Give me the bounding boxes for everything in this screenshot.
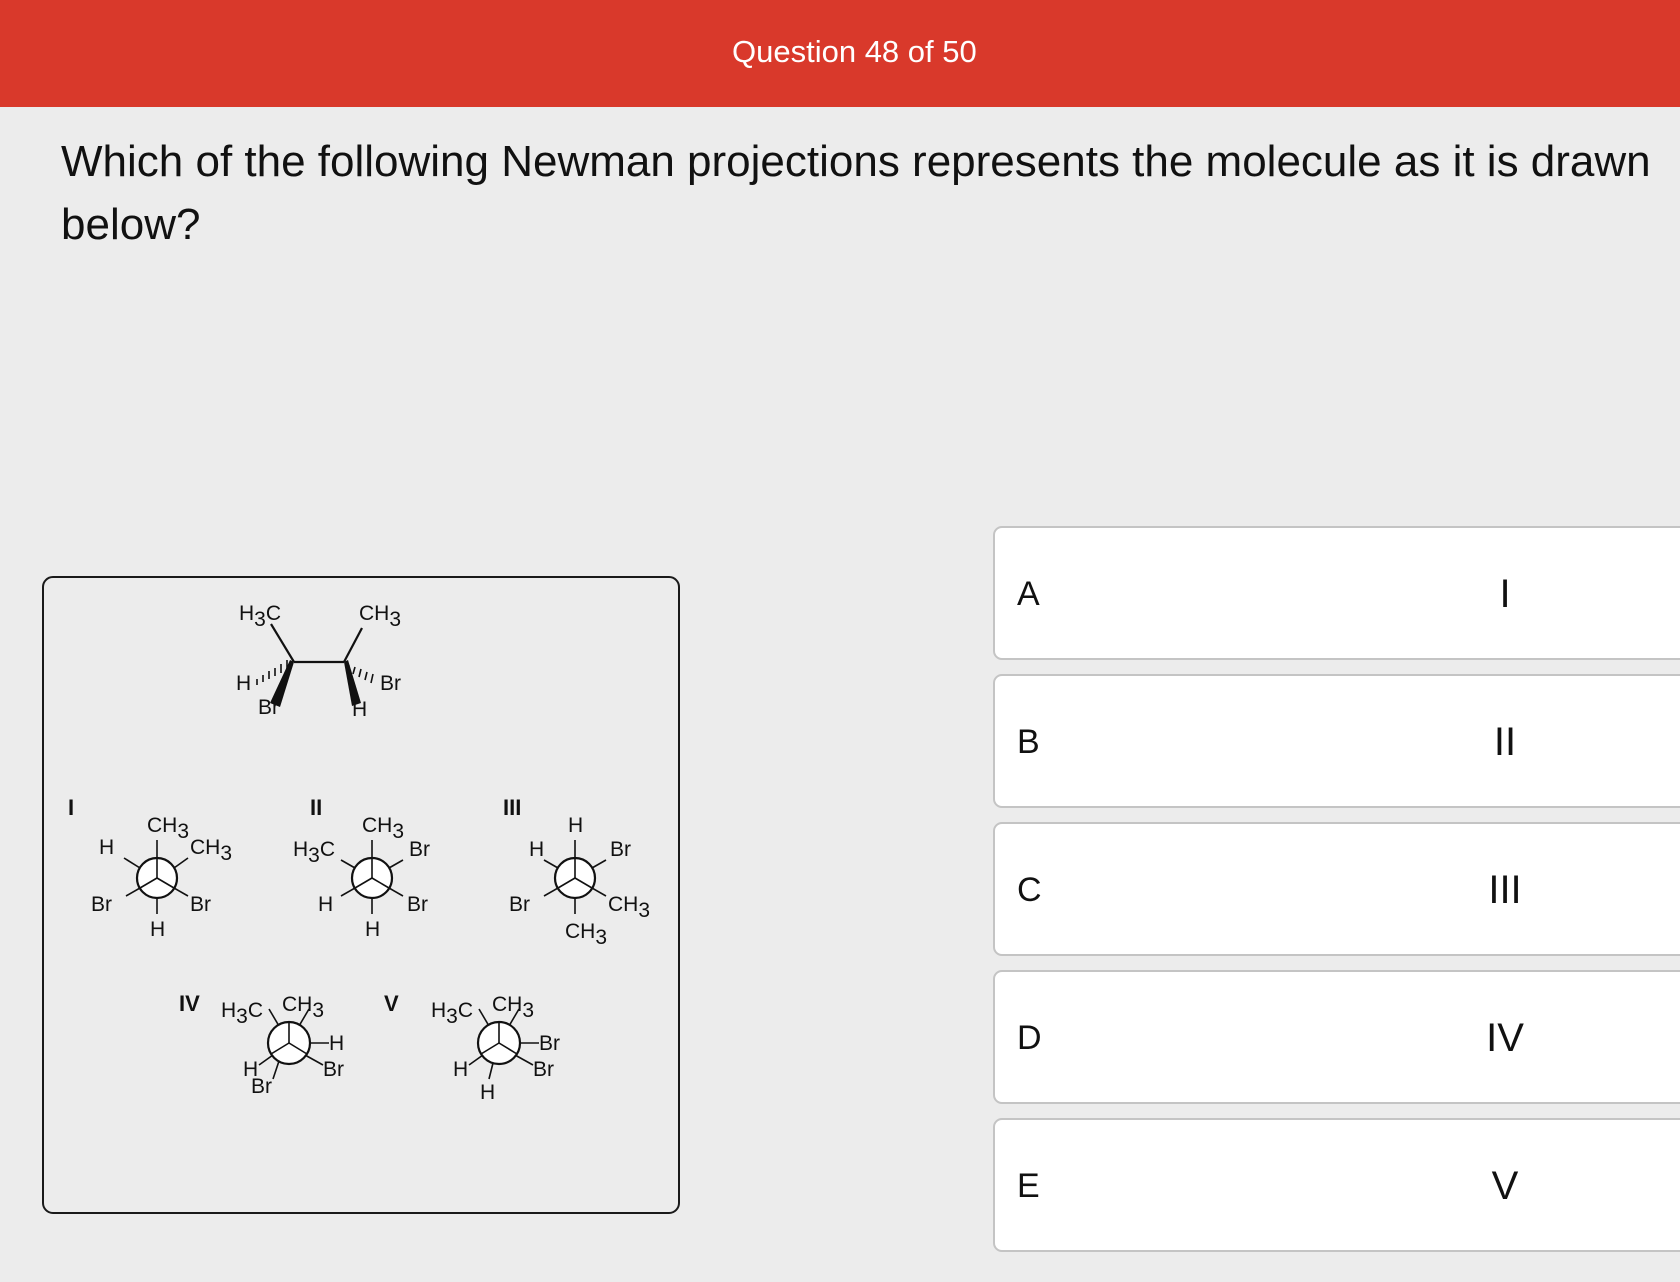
option-letter: E [1017, 1167, 1040, 1205]
option-value: I [1499, 572, 1511, 616]
option-letter: B [1017, 723, 1040, 761]
option-letter: C [1017, 871, 1042, 909]
option-value: IV [1486, 1016, 1524, 1060]
svg-text:H3C: H3C [239, 602, 282, 631]
svg-text:H3C: H3C [221, 999, 264, 1028]
svg-text:H: H [453, 1058, 469, 1081]
svg-text:Br: Br [409, 838, 430, 861]
svg-text:H: H [243, 1058, 259, 1081]
svg-text:H3C: H3C [293, 838, 336, 867]
option-value: II [1493, 720, 1517, 764]
answer-option-b[interactable] [993, 674, 1680, 808]
question-figure [42, 576, 680, 1214]
svg-text:Br: Br [251, 1075, 272, 1098]
svg-text:Br: Br [533, 1058, 554, 1081]
svg-text:CH3: CH3 [608, 893, 651, 922]
newman-projections-diagram [44, 578, 680, 1214]
answer-option-a[interactable] [993, 526, 1680, 660]
svg-text:Br: Br [91, 893, 112, 916]
substituent-label: H [239, 602, 255, 625]
option-letter: D [1017, 1019, 1042, 1057]
svg-text:CH3: CH3 [282, 993, 325, 1022]
option-value: III [1488, 868, 1522, 912]
option-letter: A [1017, 575, 1040, 613]
question-text: Which of the following Newman projections represents the molecule as it is drawn below? [61, 137, 1651, 249]
substituent-label: H [236, 672, 252, 695]
svg-text:Br: Br [610, 838, 631, 861]
answer-option-c[interactable] [993, 822, 1680, 956]
svg-text:Br: Br [190, 893, 211, 916]
svg-text:CH3: CH3 [565, 920, 608, 949]
projection-label: IV [179, 991, 200, 1016]
svg-text:H: H [529, 838, 545, 861]
option-value: V [1491, 1164, 1519, 1208]
svg-text:Br: Br [323, 1058, 344, 1081]
svg-text:CH3: CH3 [492, 993, 535, 1022]
svg-text:Br: Br [539, 1032, 560, 1055]
projection-label: II [310, 795, 323, 820]
newman-projection-i [68, 795, 232, 941]
substituent-label: H [352, 698, 368, 721]
svg-text:H: H [365, 918, 381, 941]
newman-projection-v [384, 991, 560, 1104]
answer-option-d[interactable] [993, 970, 1680, 1104]
svg-text:H: H [318, 893, 334, 916]
substituent-label: Br [258, 696, 279, 719]
svg-text:CH3: CH3 [147, 814, 190, 843]
svg-text:CH3: CH3 [190, 836, 233, 865]
dash-wedge-molecule [236, 602, 401, 721]
svg-text:H: H [329, 1032, 345, 1055]
substituent-label: Br [380, 672, 401, 695]
projection-label: I [68, 795, 75, 820]
answer-option-e[interactable] [993, 1118, 1680, 1252]
projection-label: III [503, 795, 522, 820]
svg-text:H: H [568, 814, 584, 837]
svg-text:Br: Br [509, 893, 530, 916]
svg-text:H: H [150, 918, 166, 941]
svg-text:CH3: CH3 [362, 814, 405, 843]
svg-text:H: H [480, 1081, 496, 1104]
substituent-label: CH [359, 602, 390, 625]
newman-projection-ii [293, 795, 430, 941]
newman-projection-iii [503, 795, 650, 949]
question-counter: Question 48 of 50 [732, 34, 977, 69]
question-header [0, 0, 1680, 107]
newman-projection-iv [179, 991, 344, 1098]
svg-text:H: H [99, 836, 115, 859]
projection-label: V [384, 991, 399, 1016]
svg-text:H3C: H3C [431, 999, 474, 1028]
svg-text:CH3: CH3 [359, 602, 402, 631]
svg-text:Br: Br [407, 893, 428, 916]
